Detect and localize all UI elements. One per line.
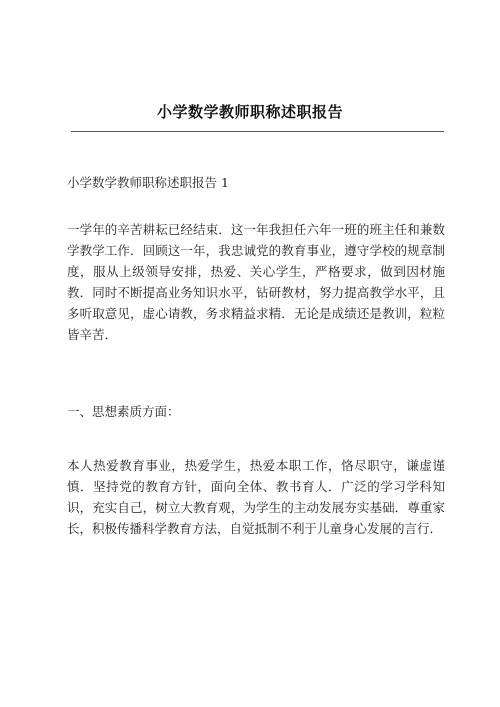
document-title: 小学数学教师职称述职报告 bbox=[156, 103, 343, 121]
title-underline-divider bbox=[71, 131, 444, 132]
paragraph-intro: 一学年的辛苦耕耘已经结束．这一年我担任六年一班的班主任和兼数学教学工作．回顾这一年，我忠诚党的教育事业，遵守学校的规章制度，服从上级领导安排，热爱、关心学生，严格要求，做到因材施教．同时不断提高业务知识水平，钻研教材，努力提高教学水平，且多听取意见，虚心请教，务求精益求精．无论是成绩还是教训，粒粒皆辛苦． bbox=[67, 222, 445, 342]
paragraph-ideology: 本人热爱教育事业，热爱学生，热爱本职工作，恪尽职守，谦虚谨慎．坚持党的教育方针，面向全体、教书育人．广泛的学习学科知识，充实自己，树立大教育观，为学生的主动发展夯实基础．尊重家长，积极传播科学教育方法，自觉抵制不利于儿童身心发展的言行． bbox=[67, 458, 445, 536]
section-heading-ideology: 一、思想素质方面： bbox=[67, 404, 180, 419]
section-subtitle: 小学数学教师职称述职报告 1 bbox=[67, 175, 229, 190]
